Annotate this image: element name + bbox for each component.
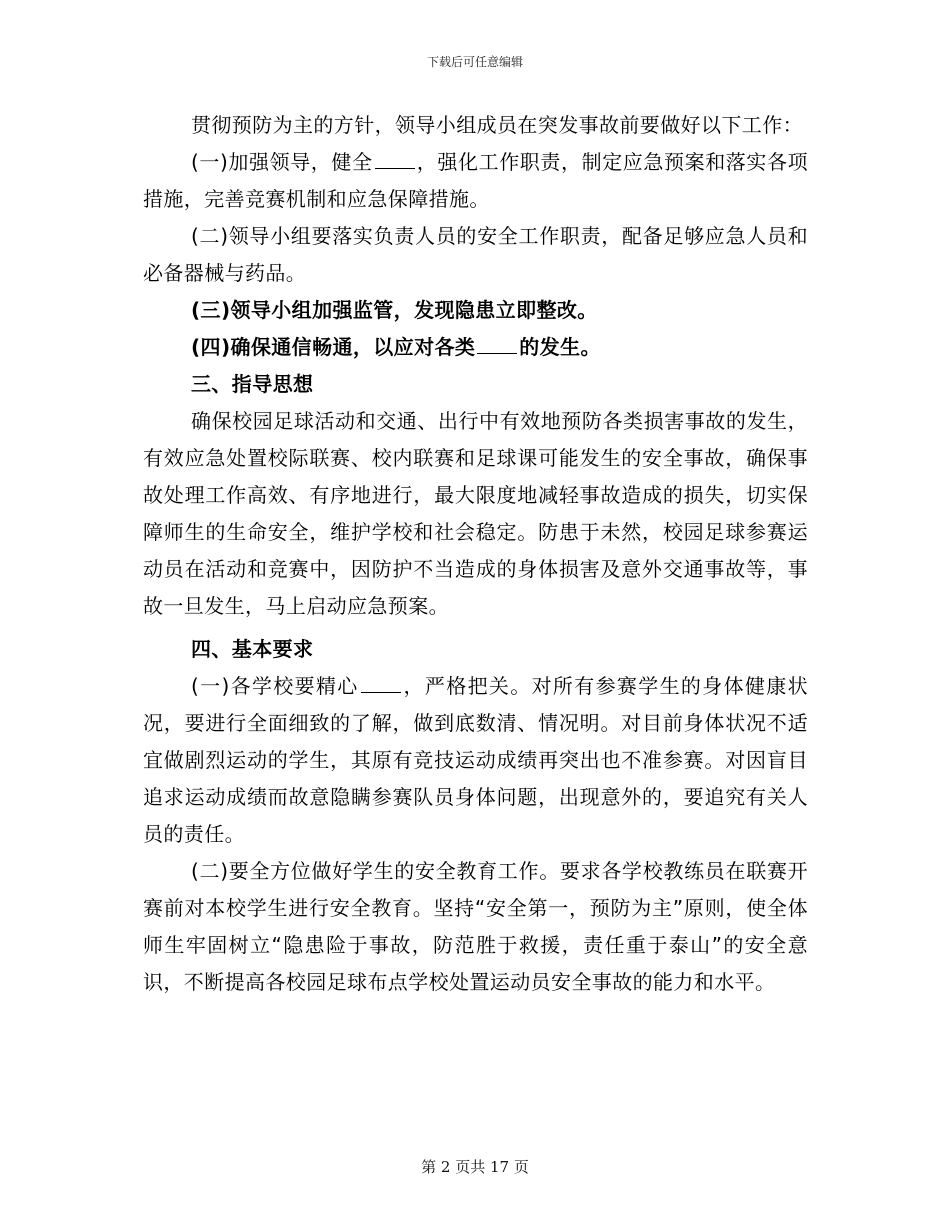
fill-blank [361, 678, 401, 693]
paragraph-requirement-1 [143, 668, 808, 853]
paragraph-guiding-ideology: 确保校园足球活动和交通、出行中有效地预防各类损害事故的发生，有效应急处置校际联赛、校内联赛和足球课可能发生的安全事故，确保事故处理工作高效、有序地进行，最大限度地减轻事故造成的损失，切实保障师生的生命安全，维护学校和社会稳定。防患于未然，校园足球参赛运动员在活动和竞赛中，因防护不当造成的身体损害及意外交通事故等，事故一旦发生，马上启动应急预案。 [143, 409, 808, 618]
section-heading-basic-requirements: 四、基本要求 [191, 637, 314, 661]
paragraph-item-3: (三)领导小组加强监管，发现隐患立即整改。 [191, 298, 598, 322]
paragraph-intro: 贯彻预防为主的方针，领导小组成员在突发事故前要做好以下工作： [191, 113, 803, 137]
paragraph-item-4 [143, 329, 808, 366]
section-heading-guiding-ideology: 三、指导思想 [191, 372, 314, 396]
paragraph-text: ，强化工作职责，制定应急预案和落实各项措施，完善竞赛机制和应急保障措施。 [143, 150, 808, 211]
paragraph-text: (一)加强领导，健全 [191, 150, 373, 174]
fill-blank [375, 154, 415, 169]
page-header: 下载后可任意编辑 [426, 55, 523, 69]
paragraph-requirement-2: (二)要全方位做好学生的安全教育工作。要求各学校教练员在联赛开赛前对本校学生进行安全教育。坚持“安全第一，预防为主”原则，使全体师生牢固树立“隐患险于事故，防范胜于救援，责任重于泰山”的安全意识，不断提高各校园足球布点学校处置运动员安全事故的能力和水平。 [143, 859, 808, 994]
paragraph-text: 的发生。 [519, 335, 601, 359]
paragraph-text: (四)确保通信畅通，以应对各类 [191, 335, 476, 359]
paragraph-text: (一)各学校要精心 [191, 674, 359, 698]
paragraph-item-1 [143, 144, 808, 218]
document-body [143, 107, 808, 1001]
page-number: 第 2 页共 17 页 [421, 1158, 529, 1176]
paragraph-item-2: (二)领导小组要落实负责人员的安全工作职责，配备足够应急人员和必备器械与药品。 [143, 224, 808, 285]
fill-blank [477, 339, 517, 354]
paragraph-text: ，严格把关。对所有参赛学生的身体健康状况，要进行全面细致的了解，做到底数清、情况明。对目前身体状况不适宜做剧烈运动的学生，其原有竞技运动成绩再突出也不准参赛。对因盲目追求运动成绩而故意隐瞒参赛队员身体问题，出现意外的，要追究有关人员的责任。 [143, 674, 808, 846]
